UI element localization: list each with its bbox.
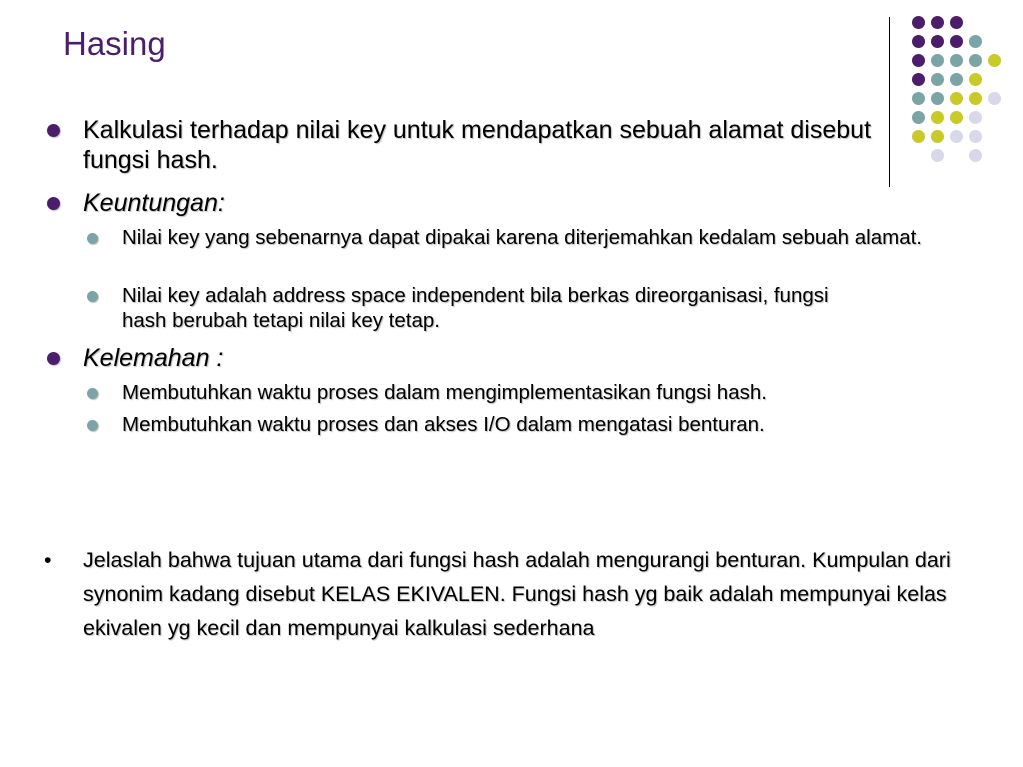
decor-dot	[950, 16, 963, 29]
decor-dot	[950, 73, 963, 86]
summary-paragraph: Jelaslah bahwa tujuan utama dari fungsi hash adalah mengurangi benturan. Kumpulan dari synonim kadang disebut KELAS EKIVALEN. Fungsi hash yg baik adalah mempunyai kelas ekivalen yg kecil dan mempunyai kalkulasi sederhana	[83, 548, 951, 640]
decor-dot	[912, 92, 925, 105]
decor-dot	[969, 54, 982, 67]
bullet-heading-keuntungan: Keuntungan:	[83, 189, 225, 217]
level1-bullet-icon	[47, 197, 60, 210]
sub-bullet-text: Membutuhkan waktu proses dalam mengimplementasikan fungsi hash.	[122, 381, 767, 404]
level2-bullet-icon	[87, 420, 98, 431]
decor-dot	[969, 35, 982, 48]
level2-bullet-icon	[87, 291, 98, 302]
decor-dot	[969, 130, 982, 143]
bullet-text: Kalkulasi terhadap nilai key untuk mendapatkan sebuah alamat disebut fungsi hash.	[83, 116, 872, 174]
decor-dot	[950, 54, 963, 67]
decor-dot	[969, 111, 982, 124]
level2-bullet-icon	[87, 233, 98, 244]
decor-dot	[931, 111, 944, 124]
decor-dot	[969, 73, 982, 86]
decor-dot	[931, 54, 944, 67]
decor-dot	[931, 73, 944, 86]
decor-dot	[931, 35, 944, 48]
decor-dot	[912, 130, 925, 143]
decor-dot	[912, 111, 925, 124]
decor-dot	[950, 35, 963, 48]
decor-dot	[931, 130, 944, 143]
decor-dot	[950, 130, 963, 143]
decor-dot	[912, 16, 925, 29]
bullet-heading-kelemahan: Kelemahan :	[83, 344, 224, 372]
decor-dot	[931, 16, 944, 29]
decor-dot	[950, 111, 963, 124]
decor-dot	[969, 149, 982, 162]
paragraph-bullet: •	[44, 548, 52, 572]
decor-dot	[912, 54, 925, 67]
sub-bullet-text: Nilai key adalah address space independent bila berkas direorganisasi, fungsi hash berubah tetapi nilai key tetap.	[122, 284, 829, 332]
decor-dot	[969, 92, 982, 105]
decor-dot	[988, 92, 1001, 105]
decor-dot	[950, 92, 963, 105]
level2-bullet-icon	[87, 388, 98, 399]
sub-bullet-text: Membutuhkan waktu proses dan akses I/O dalam mengatasi benturan.	[122, 413, 765, 436]
decor-dot	[912, 73, 925, 86]
level1-bullet-icon	[47, 124, 60, 137]
decor-dot	[931, 149, 944, 162]
decor-dot	[912, 35, 925, 48]
sub-bullet-text: Nilai key yang sebenarnya dapat dipakai karena diterjemahkan kedalam sebuah alamat.	[122, 226, 922, 249]
level1-bullet-icon	[47, 352, 60, 365]
decor-dot	[988, 54, 1001, 67]
slide-title: Hasing	[63, 25, 166, 62]
decor-dot	[931, 92, 944, 105]
